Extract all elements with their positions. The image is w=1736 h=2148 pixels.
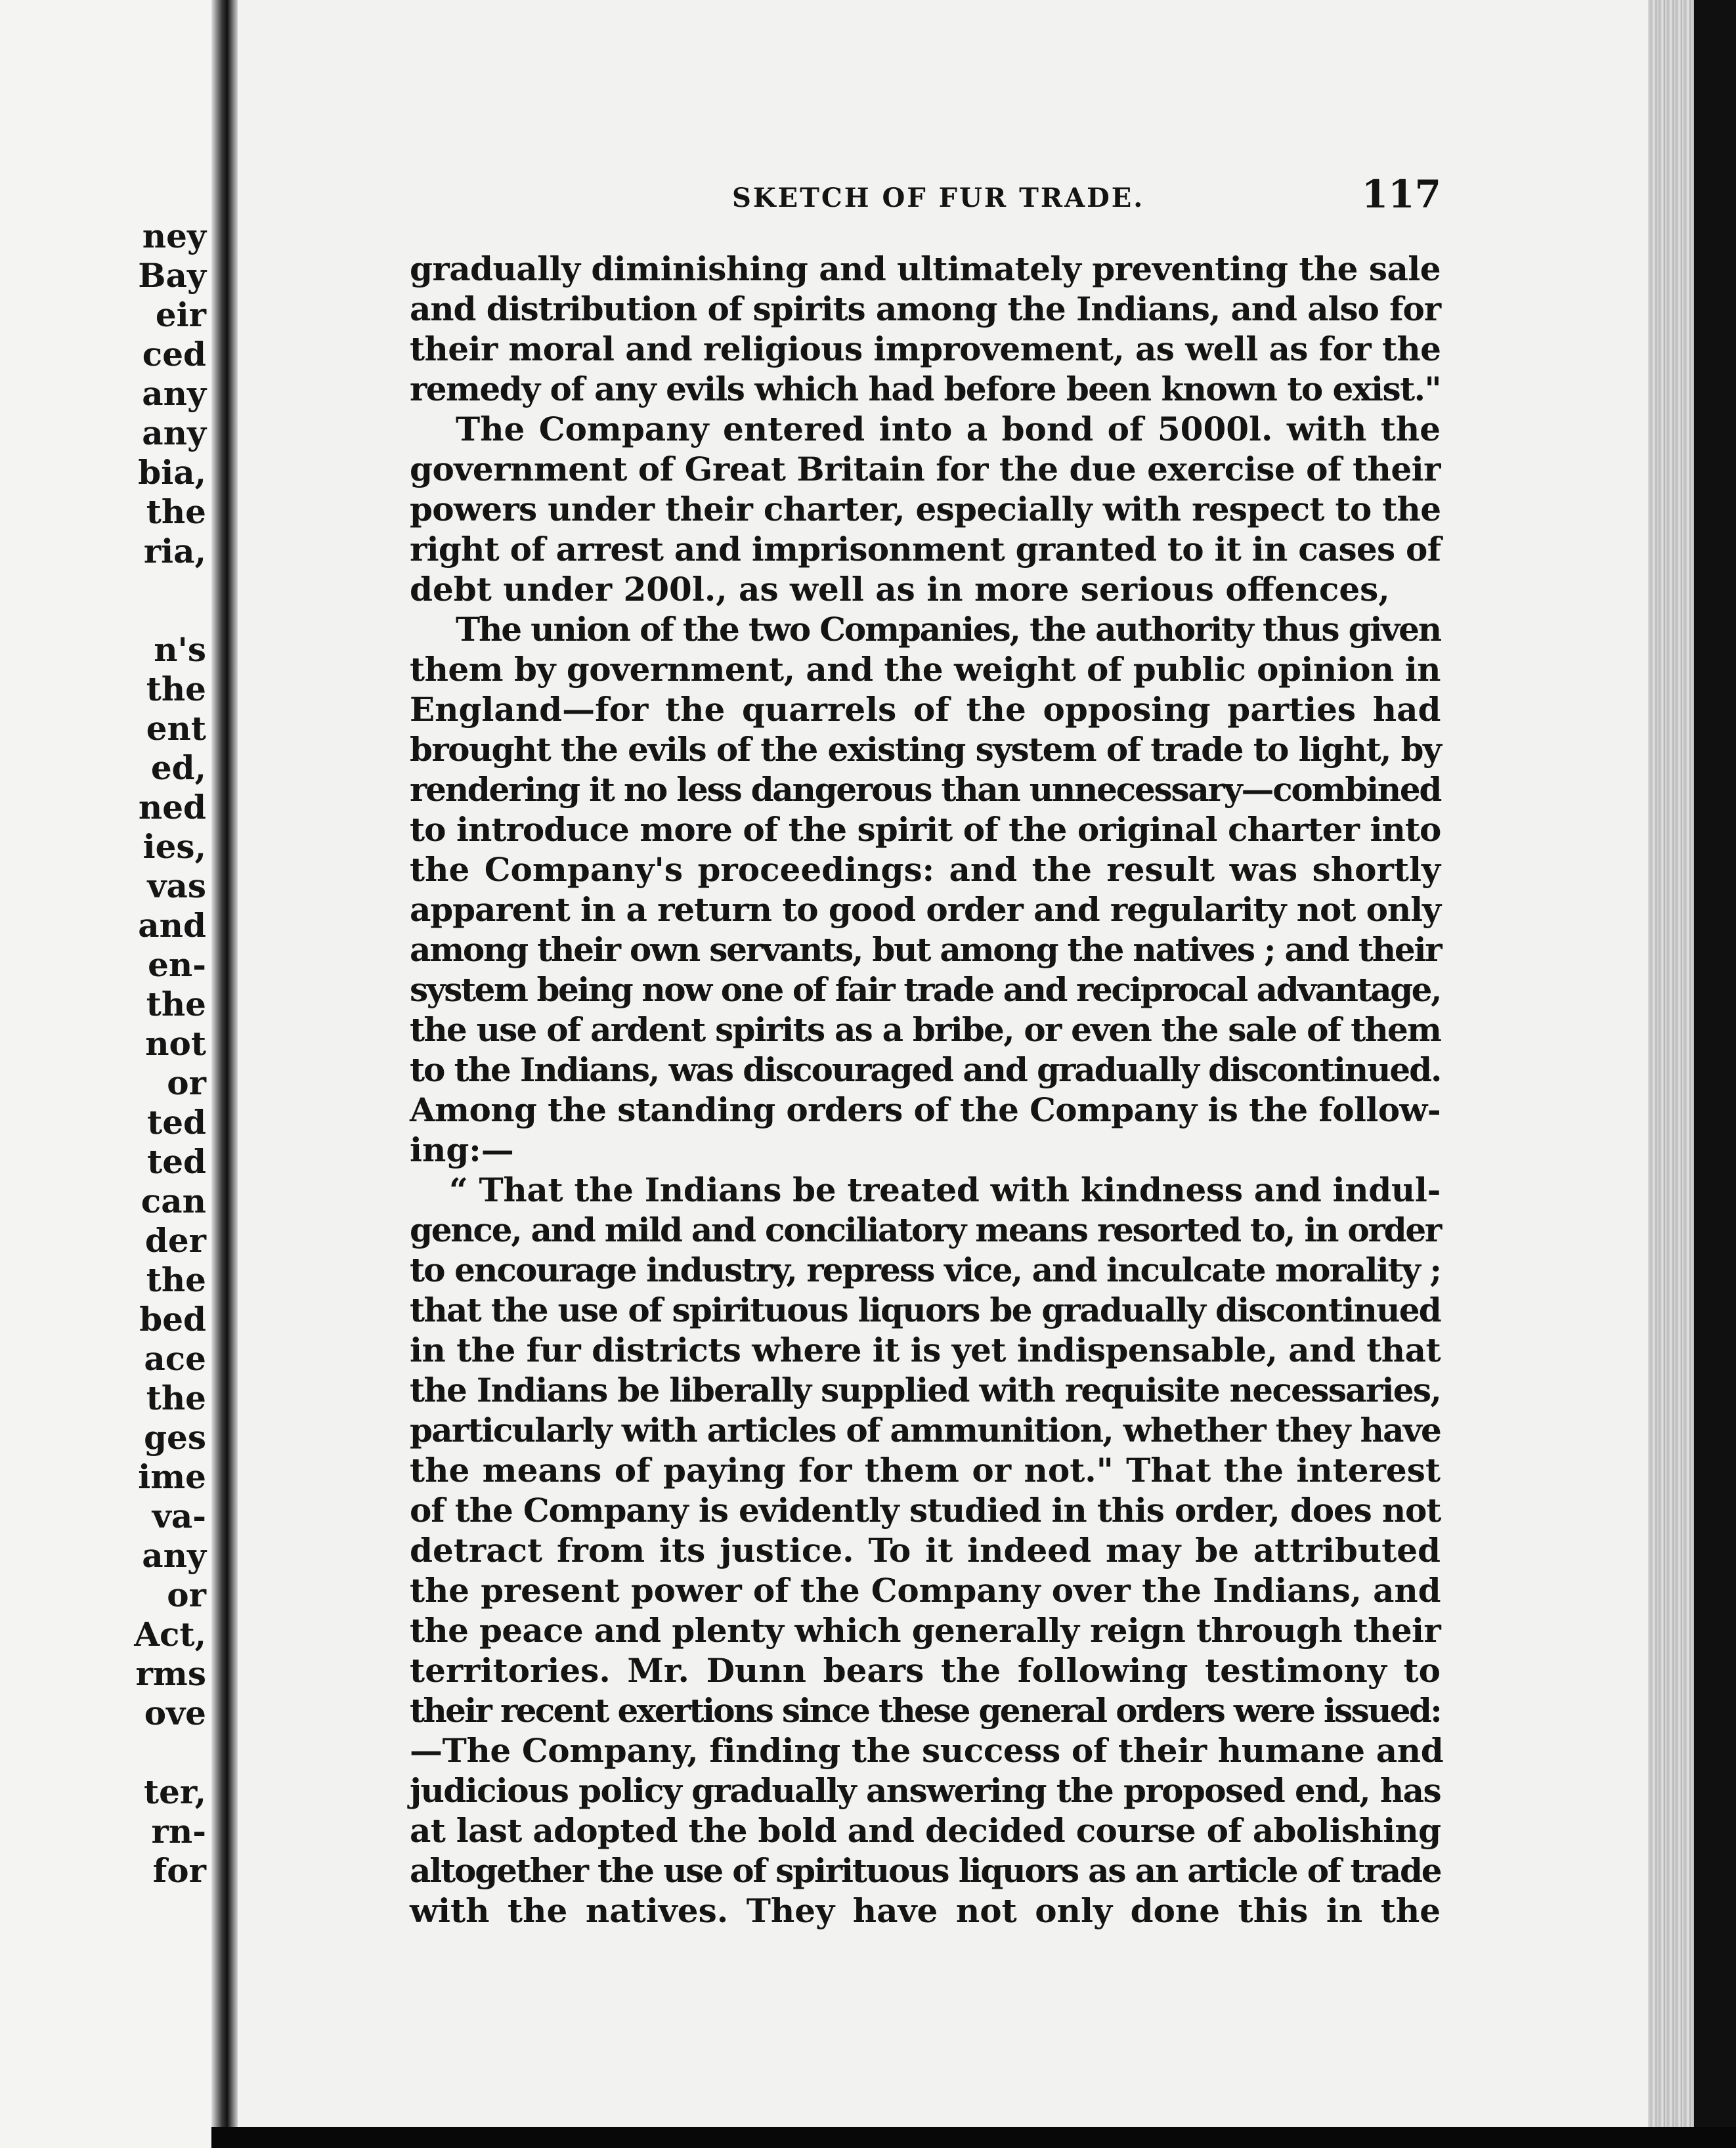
text-line: the use of ardent spirits as a bribe, or even the sale of them — [410, 1010, 1441, 1049]
left-fragment: rn- — [151, 1812, 206, 1851]
left-fragment: not — [145, 1024, 206, 1063]
left-fragment: any — [142, 414, 206, 452]
left-fragment: ney — [142, 217, 206, 255]
body-text — [410, 249, 1444, 1931]
left-fragment: ges — [144, 1418, 206, 1457]
left-fragment: va- — [152, 1497, 206, 1536]
left-fragment: ent — [146, 709, 206, 748]
page-number: 117 — [1361, 172, 1441, 217]
text-line: to introduce more of the spirit of the original charter into — [410, 810, 1441, 849]
left-fragment: ove — [144, 1694, 206, 1732]
left-fragment: rms — [135, 1654, 206, 1693]
left-fragment: ace — [144, 1339, 206, 1378]
text-line: altogether the use of spirituous liquors as an article of trade — [410, 1851, 1441, 1890]
text-line: particularly with articles of ammunition, whether they have — [410, 1411, 1441, 1450]
text-line: system being now one of fair trade and reciprocal advantage, — [410, 970, 1441, 1009]
text-line: among their own servants, but among the natives ; and their — [410, 930, 1441, 969]
left-fragment: ted — [147, 1103, 206, 1142]
left-fragment: bed — [139, 1300, 206, 1339]
running-title: SKETCH OF FUR TRADE. — [732, 183, 1145, 213]
book-gutter — [211, 0, 238, 2148]
text-line: rendering it no less dangerous than unnecessary—combined — [410, 770, 1441, 809]
left-fragment: der — [144, 1221, 206, 1260]
left-fragment: the — [146, 985, 206, 1023]
text-line: brought the evils of the existing system of trade to light, by — [410, 730, 1441, 769]
left-fragment: ned — [138, 788, 206, 827]
left-fragment: ter, — [143, 1772, 206, 1811]
left-fragment: ted — [147, 1142, 206, 1181]
text-line: England—for the quarrels of the opposing parties had — [410, 690, 1441, 729]
text-line: gradually diminishing and ultimately preventing the sale — [410, 249, 1441, 288]
text-line: government of Great Britain for the due exercise of their — [410, 450, 1441, 488]
text-line: their recent exertions since these general orders were issued: — [410, 1691, 1441, 1730]
text-line: —The Company, finding the success of their humane and — [410, 1731, 1444, 1770]
running-header — [732, 172, 1441, 218]
text-line: The union of the two Companies, the authority thus given — [456, 610, 1441, 649]
text-line: ing:— — [410, 1130, 514, 1169]
text-line: the peace and plenty which generally reign through their — [410, 1611, 1441, 1650]
text-line: detract from its justice. To it indeed may be attributed — [410, 1531, 1441, 1570]
scan-border — [211, 2127, 1736, 2148]
text-line: the Indians be liberally supplied with requisite necessaries, — [410, 1371, 1441, 1409]
text-line: right of arrest and imprisonment granted to it in cases of — [410, 530, 1441, 569]
left-fragment: bia, — [138, 453, 206, 492]
left-fragment: the — [146, 670, 206, 708]
text-line: to the Indians, was discouraged and gradually discontinued. — [410, 1050, 1441, 1089]
text-line: the means of paying for them or not." That the interest — [410, 1451, 1441, 1490]
text-line: remedy of any evils which had before been known to exist." — [410, 370, 1441, 408]
text-line: of the Company is evidently studied in this order, does not — [410, 1491, 1441, 1530]
text-line: territories. Mr. Dunn bears the following testimony to — [410, 1651, 1441, 1690]
left-fragment: any — [142, 374, 206, 413]
text-line: in the fur districts where it is yet indispensable, and that — [410, 1331, 1441, 1369]
left-fragment: or — [167, 1576, 206, 1614]
left-fragment: can — [141, 1182, 206, 1220]
left-fragment: the — [146, 1260, 206, 1299]
left-fragment: the — [146, 1379, 206, 1417]
left-fragment: ria, — [143, 532, 206, 570]
text-line: judicious policy gradually answering the proposed end, has — [410, 1771, 1441, 1810]
left-fragment: the — [146, 492, 206, 531]
left-fragment: any — [142, 1536, 206, 1575]
text-line: at last adopted the bold and decided course of abolishing — [410, 1811, 1441, 1850]
text-line: The Company entered into a bond of 5000l. with the — [456, 410, 1441, 448]
text-line: with the natives. They have not only done this in the — [410, 1891, 1441, 1930]
left-fragment: Act, — [134, 1615, 206, 1654]
text-line: the present power of the Company over the Indians, and — [410, 1571, 1441, 1610]
text-line: “ That the Indians be treated with kindness and indul- — [449, 1171, 1441, 1209]
text-line: debt under 200l., as well as in more serious offences, — [410, 570, 1390, 609]
text-line: gence, and mild and conciliatory means resorted to, in order — [410, 1211, 1441, 1249]
left-fragment: ies, — [142, 827, 206, 866]
text-line: apparent in a return to good order and regularity not only — [410, 890, 1441, 929]
left-fragment: ed, — [150, 748, 206, 787]
text-line: their moral and religious improvement, as well as for the — [410, 330, 1441, 368]
text-line: that the use of spirituous liquors be gradually discontinued — [410, 1291, 1441, 1329]
left-fragment: ime — [138, 1457, 206, 1496]
left-fragment: or — [167, 1063, 206, 1102]
text-line: them by government, and the weight of public opinion in — [410, 650, 1441, 689]
left-fragment: en- — [148, 945, 206, 984]
left-fragment: and — [138, 906, 206, 945]
page-edge-shadow — [1694, 0, 1736, 2148]
facing-page-fragment — [0, 0, 211, 2148]
left-fragment: Bay — [138, 256, 206, 295]
text-line: and distribution of spirits among the Indians, and also for — [410, 290, 1441, 328]
left-fragment: eir — [155, 295, 206, 334]
text-line: Among the standing orders of the Company is the follow- — [410, 1090, 1441, 1129]
left-fragment: n's — [154, 630, 206, 669]
text-line: powers under their charter, especially with respect to the — [410, 490, 1441, 528]
text-line: the Company's proceedings: and the result was shortly — [410, 850, 1441, 889]
text-line: to encourage industry, repress vice, and inculcate morality ; — [410, 1251, 1441, 1289]
left-fragment: ced — [142, 335, 206, 374]
left-fragment: vas — [147, 867, 206, 905]
left-fragment: for — [152, 1851, 206, 1890]
